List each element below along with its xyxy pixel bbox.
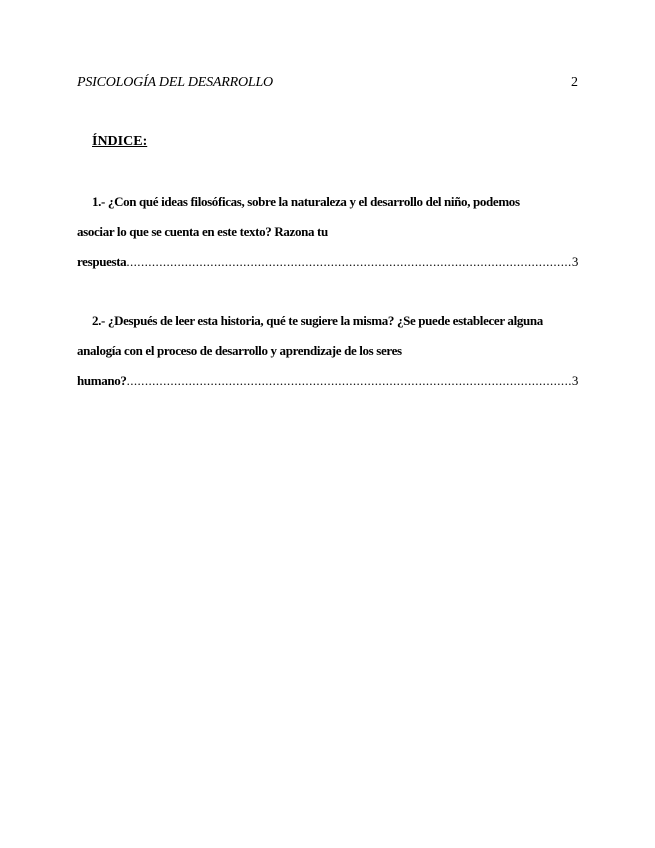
toc-entry-1-line-2: asociar lo que se cuenta en este texto? Razona tu xyxy=(77,224,328,239)
toc-entry-1-last-line xyxy=(77,254,578,270)
toc-entry-2-line-3: humano? xyxy=(77,373,127,388)
toc-entry-1-line-3: respuesta xyxy=(77,254,127,269)
toc-entry-2-last-line xyxy=(77,373,578,389)
toc-entry-2-line-2: analogía con el proceso de desarrollo y aprendizaje de los seres xyxy=(77,343,402,358)
toc-entry-1-line-1: 1.- ¿Con qué ideas filosóficas, sobre la naturaleza y el desarrollo del niño, podemos xyxy=(92,194,520,209)
toc-entry-1[interactable] xyxy=(77,194,578,270)
toc-entry-2-page: 3 xyxy=(571,373,578,388)
toc-entry-2-line-1: 2.- ¿Después de leer esta historia, qué te sugiere la misma? ¿Se puede establecer alguna xyxy=(92,313,543,328)
toc-entry-1-page: 3 xyxy=(571,254,578,269)
toc-dot-leader xyxy=(127,373,571,389)
toc-entry-2[interactable] xyxy=(77,313,578,389)
toc-dot-leader xyxy=(126,254,571,270)
running-header-title: PSICOLOGÍA DEL DESARROLLO xyxy=(77,75,273,90)
header-page-number: 2 xyxy=(571,75,578,90)
index-heading: ÍNDICE: xyxy=(92,134,148,149)
